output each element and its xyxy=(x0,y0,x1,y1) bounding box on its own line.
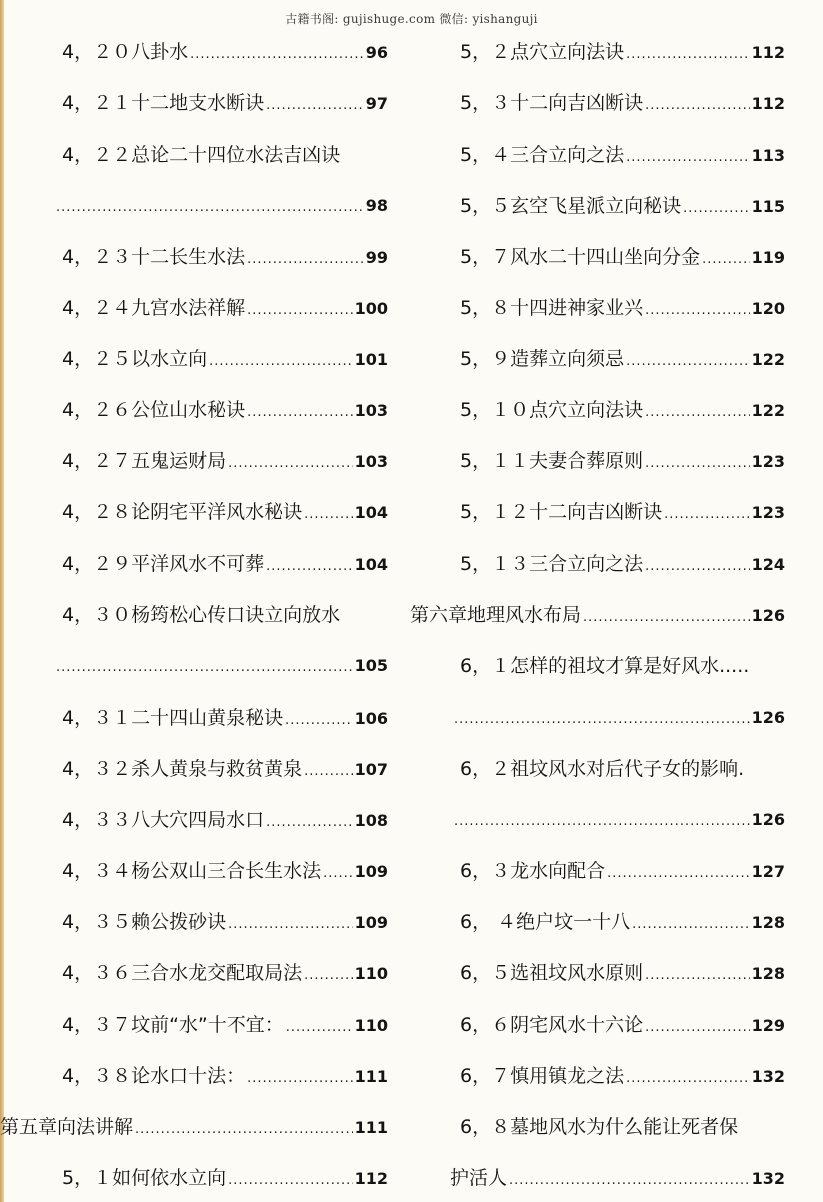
toc-entry-title: 6，３龙水向配合 xyxy=(460,860,606,882)
toc-entry-page: 120 xyxy=(751,299,785,318)
toc-entry-page: 103 xyxy=(354,401,388,420)
toc-entry-title: 4，２５以水立向 xyxy=(62,348,208,370)
toc-entry-title: 4，２４九宫水法祥解 xyxy=(62,297,246,319)
toc-entry-page: 104 xyxy=(354,555,388,574)
toc-entry-page: 127 xyxy=(751,862,785,881)
toc-entry-title: 4，２７五鬼运财局 xyxy=(62,450,227,472)
toc-entry xyxy=(54,191,388,221)
toc-dot-leader xyxy=(285,706,353,733)
toc-entry-title: 5，４三合立向之法 xyxy=(460,144,625,166)
toc-entry xyxy=(62,754,388,784)
toc-entry-page: 129 xyxy=(751,1016,785,1035)
toc-entry-title: 4，２１十二地支水断诀 xyxy=(62,92,265,114)
toc-dot-leader xyxy=(304,500,353,527)
toc-entry xyxy=(410,600,785,630)
toc-entry-title: 第六章地理风水布局 xyxy=(410,604,582,626)
toc-entry-title: 6，７慎用镇龙之法 xyxy=(460,1065,625,1087)
toc-entry-title: 6，１怎样的祖坟才算是好风水..... xyxy=(460,655,750,677)
toc-dot-leader xyxy=(626,347,750,374)
toc-entry-title: 6，５选祖坟风水原则 xyxy=(460,962,644,984)
toc-entry-title: 护活人 xyxy=(450,1167,508,1189)
toc-entry xyxy=(62,395,388,425)
toc-entry-page: 123 xyxy=(751,452,785,471)
toc-entry-title: 5，１３三合立向之法 xyxy=(460,553,644,575)
toc-entry xyxy=(62,1163,388,1193)
toc-entry xyxy=(62,88,388,118)
toc-entry xyxy=(62,1010,388,1040)
toc-entry-title: 4，２８论阴宅平洋风水秘诀 xyxy=(62,501,303,523)
toc-entry-title: 4，３０杨筠松心传口诀立向放水 xyxy=(62,604,341,626)
toc-entry-page: 99 xyxy=(365,248,388,267)
toc-dot-leader xyxy=(645,91,750,118)
toc-entry xyxy=(460,395,785,425)
toc-entry-page: 101 xyxy=(354,350,388,369)
toc-entry-page: 112 xyxy=(751,94,785,113)
toc-entry-page: 113 xyxy=(751,146,785,165)
toc-dot-leader xyxy=(454,705,750,733)
toc-entry xyxy=(460,1061,785,1091)
toc-entry xyxy=(460,549,785,579)
toc-entry-page: 126 xyxy=(751,708,785,727)
toc-entry xyxy=(450,1163,785,1193)
toc-entry-title: 4，３７坟前“水”十不宜： xyxy=(62,1014,284,1036)
toc-entry-title: 4，３２杀人黄泉与救贫黄泉 xyxy=(62,758,303,780)
toc-dot-leader xyxy=(323,859,353,886)
toc-entry xyxy=(62,242,388,272)
toc-dot-leader xyxy=(247,296,353,323)
toc-entry xyxy=(460,497,785,527)
toc-entry-page: 132 xyxy=(751,1067,785,1086)
toc-dot-leader xyxy=(247,398,353,425)
toc-dot-leader xyxy=(702,245,750,272)
toc-dot-leader xyxy=(286,1013,353,1040)
toc-entry-title: 4，３１二十四山黄泉秘诀 xyxy=(62,707,284,729)
toc-dot-leader xyxy=(266,552,353,579)
toc-entry xyxy=(62,497,388,527)
toc-entry-page: 110 xyxy=(354,964,388,983)
toc-entry-page: 103 xyxy=(354,452,388,471)
toc-entry-page: 123 xyxy=(751,503,785,522)
toc-entry-title: 4，３３八大穴四局水口 xyxy=(62,809,265,831)
toc-dot-leader xyxy=(583,603,750,630)
toc-entry xyxy=(460,344,785,374)
toc-entry-title: 4，２６公位山水秘诀 xyxy=(62,399,246,421)
toc-entry xyxy=(62,856,388,886)
toc-dot-leader xyxy=(632,910,749,937)
toc-entry-title: 4，２３十二长生水法 xyxy=(62,246,246,268)
toc-entry xyxy=(460,1112,785,1142)
toc-entry-page: 128 xyxy=(751,913,785,932)
toc-entry-title: 5，１０点穴立向法诀 xyxy=(460,399,644,421)
toc-entry-page: 124 xyxy=(751,555,785,574)
toc-dot-leader xyxy=(228,910,353,937)
toc-entry-title: 4，３５赖公拨砂诀 xyxy=(62,911,227,933)
toc-entry xyxy=(460,907,785,937)
toc-entry-title: 4，３６三合水龙交配取局法 xyxy=(62,962,303,984)
toc-entry xyxy=(54,651,388,681)
toc-entry-title: 5，１如何依水立向 xyxy=(62,1167,227,1189)
toc-entry xyxy=(62,907,388,937)
toc-entry-title: 5，３十二向吉凶断诀 xyxy=(460,92,644,114)
toc-dot-leader xyxy=(645,398,750,425)
toc-dot-leader xyxy=(607,859,750,886)
toc-entry-page: 98 xyxy=(365,196,388,215)
toc-entry xyxy=(62,600,388,630)
toc-dot-leader xyxy=(228,449,353,476)
toc-entry xyxy=(460,446,785,476)
toc-entry-page: 119 xyxy=(751,248,785,267)
toc-entry xyxy=(0,1112,388,1142)
toc-entry xyxy=(460,1010,785,1040)
toc-dot-leader xyxy=(190,40,364,67)
toc-entry xyxy=(460,754,785,784)
toc-entry-page: 109 xyxy=(354,862,388,881)
toc-dot-leader xyxy=(645,1013,750,1040)
toc-entry-title: 6，８墓地风水为什么能让死者保 xyxy=(460,1116,739,1138)
toc-entry-title: 5，１１夫妻合葬原则 xyxy=(460,450,644,472)
toc-entry-page: 104 xyxy=(354,503,388,522)
toc-entry xyxy=(460,651,785,681)
toc-dot-leader xyxy=(626,1064,750,1091)
toc-dot-leader xyxy=(56,193,364,221)
toc-entry xyxy=(460,37,785,67)
toc-entry xyxy=(460,88,785,118)
toc-entry-title: 6， ４绝户坟一十八 xyxy=(460,911,631,933)
toc-entry xyxy=(62,293,388,323)
toc-dot-leader xyxy=(683,194,750,221)
toc-entry xyxy=(62,446,388,476)
toc-entry xyxy=(62,703,388,733)
toc-entry-page: 107 xyxy=(354,760,388,779)
toc-entry xyxy=(62,958,388,988)
toc-entry-page: 105 xyxy=(354,656,388,675)
toc-dot-leader xyxy=(304,961,353,988)
toc-entry-page: 115 xyxy=(751,197,785,216)
toc-entry xyxy=(62,805,388,835)
toc-entry xyxy=(460,191,785,221)
watermark-text: 古籍书阁: gujishuge.com 微信: yishanguji xyxy=(285,12,538,26)
toc-entry-title: 4，２０八卦水 xyxy=(62,41,189,63)
toc-entry xyxy=(460,958,785,988)
toc-dot-leader xyxy=(664,500,750,527)
toc-dot-leader xyxy=(56,653,353,681)
toc-dot-leader xyxy=(304,757,353,784)
toc-entry-page: 109 xyxy=(354,913,388,932)
toc-entry-page: 110 xyxy=(354,1016,388,1035)
toc-entry-page: 112 xyxy=(354,1169,388,1188)
toc-dot-leader xyxy=(266,808,353,835)
toc-entry xyxy=(460,856,785,886)
toc-entry-title: 5，９造葬立向须忌 xyxy=(460,348,625,370)
toc-entry-title: 6，６阴宅风水十六论 xyxy=(460,1014,644,1036)
toc-entry-page: 128 xyxy=(751,964,785,983)
toc-dot-leader xyxy=(645,961,750,988)
toc-entry-page: 108 xyxy=(354,811,388,830)
toc-dot-leader xyxy=(135,1115,353,1142)
toc-entry-page: 100 xyxy=(354,299,388,318)
toc-dot-leader xyxy=(209,347,353,374)
toc-entry xyxy=(62,549,388,579)
page-edge xyxy=(0,0,4,1202)
toc-dot-leader xyxy=(247,245,364,272)
toc-entry-page: 112 xyxy=(751,43,785,62)
toc-entry-title: 4，３８论水口十法： xyxy=(62,1065,246,1087)
toc-entry-page: 96 xyxy=(365,43,388,62)
toc-entry-page: 106 xyxy=(354,709,388,728)
toc-entry xyxy=(452,703,785,733)
toc-dot-leader xyxy=(645,552,750,579)
toc-dot-leader xyxy=(645,449,750,476)
toc-dot-leader xyxy=(645,296,750,323)
toc-entry xyxy=(452,805,785,835)
toc-entry-title: 4，２９平洋风水不可葬 xyxy=(62,553,265,575)
toc-dot-leader xyxy=(626,143,750,170)
toc-entry-title: 4，２２总论二十四位水法吉凶诀 xyxy=(62,144,341,166)
toc-entry-page: 122 xyxy=(751,350,785,369)
toc-entry xyxy=(62,344,388,374)
toc-entry xyxy=(460,242,785,272)
toc-entry-page: 126 xyxy=(751,810,785,829)
toc-entry-page: 132 xyxy=(751,1169,785,1188)
toc-entry-title: 5，５玄空飞星派立向秘诀 xyxy=(460,195,682,217)
toc-entry xyxy=(62,1061,388,1091)
toc-entry xyxy=(460,293,785,323)
toc-entry-title: 5，１２十二向吉凶断诀 xyxy=(460,501,663,523)
toc-entry-title: 5，２点穴立向法诀 xyxy=(460,41,625,63)
toc-entry-page: 111 xyxy=(354,1118,388,1137)
toc-entry-page: 122 xyxy=(751,401,785,420)
toc-entry-title: 4，３４杨公双山三合长生水法 xyxy=(62,860,322,882)
toc-entry-page: 97 xyxy=(365,94,388,113)
toc-entry-page: 111 xyxy=(354,1067,388,1086)
toc-entry-title: 6，２祖坟风水对后代子女的影响. xyxy=(460,758,745,780)
toc-dot-leader xyxy=(626,40,750,67)
toc-dot-leader xyxy=(228,1166,353,1193)
toc-dot-leader xyxy=(454,807,750,835)
toc-entry-title: 5，８十四进神家业兴 xyxy=(460,297,644,319)
toc-dot-leader xyxy=(509,1166,750,1193)
toc-entry xyxy=(62,140,388,170)
toc-entry-title: 第五章向法讲解 xyxy=(0,1116,134,1138)
toc-entry xyxy=(460,140,785,170)
toc-dot-leader xyxy=(266,91,364,118)
toc-dot-leader xyxy=(247,1064,353,1091)
toc-entry-title: 5，７风水二十四山坐向分金 xyxy=(460,246,701,268)
toc-entry xyxy=(62,37,388,67)
toc-entry-page: 126 xyxy=(751,606,785,625)
